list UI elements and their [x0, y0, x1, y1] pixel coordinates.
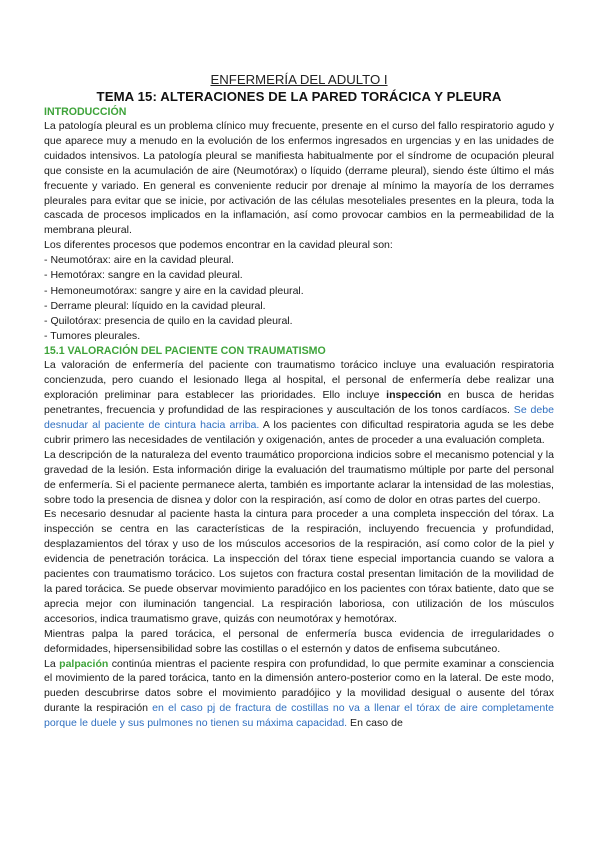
- text-run: La: [44, 657, 60, 670]
- list-item: - Tumores pleurales.: [44, 330, 141, 343]
- section-heading-intro: INTRODUCCIÓN: [44, 106, 127, 118]
- text-run: en busca de heridas penetrantes, frecuencia y profundidad de las respiraciones y auscultación de los tonos cardíacos.: [44, 389, 554, 417]
- assessment-paragraph-1: [44, 358, 554, 447]
- blue-note: en el caso pj de fractura de costillas no va a llenar el tórax de aire completamente porque le duele y sus pulmones no tienen su máxima capacidad.: [44, 702, 555, 730]
- list-item: - Derrame pleural: líquido en la cavidad pleural.: [44, 299, 266, 312]
- list-item: - Quilotórax: presencia de quilo en la cavidad pleural.: [44, 314, 293, 327]
- list-item: - Hemotórax: sangre en la cavidad pleural.: [44, 269, 243, 282]
- text-run: A los pacientes con dificultad respiratoria aguda se les debe cubrir primero las necesidades de ventilación y oxigenación, antes de proceder a una evaluación completa.: [44, 419, 554, 446]
- text-run: En caso de: [347, 717, 403, 730]
- assessment-paragraph-5: [44, 657, 554, 732]
- pleural-process-list: [44, 253, 554, 344]
- assessment-paragraph-2: La descripción de la naturaleza del evento traumático proporciona indicios sobre el mecanismo potencial y la gravedad de la lesión. Esta información dirige la evaluación del traumatismo múltiple por parte del personal de enfermería. Si el paciente permanece alerta, también es importante aclarar la intensidad de las molestias, sobre todo la presencia de disnea y dolor con la respiración, así como de dolor en otras partes del cuerpo.: [44, 448, 554, 506]
- assessment-paragraph-4: Mientras palpa la pared torácica, el personal de enfermería busca evidencia de irregularidades o deformidades, hipersensibilidad sobre las costillas o el esternón y datos de enfisema subcutáneo.: [44, 627, 554, 655]
- assessment-paragraph-3: Es necesario desnudar al paciente hasta la cintura para proceder a una completa inspección del tórax. La inspección se centra en las características de la respiración, incluyendo frecuencia y profundidad, desplazamientos del tórax y uso de los músculos accesorios de la respiración, así como color de la piel y evidencia de penetración torácica. La inspección del tórax tiene especial importancia cuando se valora a pacientes con traumatismo torácico. Los sujetos con fractura costal presentan limitación de la movilidad de la pared torácica. Se puede observar movimiento paradójico en los pacientes con tórax batiente, dato que se aprecia mejor con iluminación tangencial. La respiración laboriosa, con utilización de los músculos accesorios, indica traumatismo grave, quizás con neumotórax y hemotórax.: [44, 508, 554, 625]
- intro-list-lead: Los diferentes procesos que podemos encontrar en la cavidad pleural son:: [44, 239, 393, 252]
- blue-note: Se debe desnudar al paciente de cintura hacia arriba.: [44, 404, 555, 431]
- green-term-palpation: palpación: [59, 657, 109, 670]
- text-run: continúa mientras el paciente respira con profundidad, lo que permite examinar a consciencia el movimiento de la pared torácica, tanto en la dimensión antero-posterior como en la lateral. De este modo, pueden descubrirse datos sobre el movimiento paradójico y la movilidad desigual o ausente del tórax durante la respiración: [44, 657, 554, 715]
- section-heading-assessment: 15.1 VALORACIÓN DEL PACIENTE CON TRAUMATISMO: [44, 345, 326, 358]
- bold-term-inspection: inspección: [386, 389, 442, 402]
- intro-paragraph: La patología pleural es un problema clínico muy frecuente, presente en el curso del fallo respiratorio agudo y que aparece muy a menudo en la evolución de los enfermos ingresados en urgencias y en las unidades de cuidados intensivos. La patología pleural se manifiesta habitualmente por el síndrome de ocupación pleural que consiste en la acumulación de aire (Neumotórax) o líquido (derrame pleural), siendo éste último el más frecuente y variado. En general es conveniente reducir por drenaje al mínimo la mayoría de los derrames pleurales para evitar que se inicie, por activación de las células mesoteliales presentes en la pleura, toda la cascada de procesos implicados en la inflamación, así como provocar cambios en la permeabilidad de la membrana pleural.: [44, 120, 554, 237]
- subject-title: ENFERMERÍA DEL ADULTO I: [210, 72, 388, 87]
- list-item: - Neumotórax: aire en la cavidad pleural.: [44, 254, 234, 267]
- text-run: La valoración de enfermería del paciente con traumatismo torácico incluye una evaluación respiratoria concienzuda, pero cuando el lesionado llega al hospital, el personal de enfermería debe realizar una exploración preliminar para establecer las prioridades. Ello incluye: [44, 359, 554, 402]
- page-title: TEMA 15: ALTERACIONES DE LA PARED TORÁCICA Y PLEURA: [96, 89, 502, 104]
- list-item: - Hemoneumotórax: sangre y aire en la cavidad pleural.: [44, 284, 304, 297]
